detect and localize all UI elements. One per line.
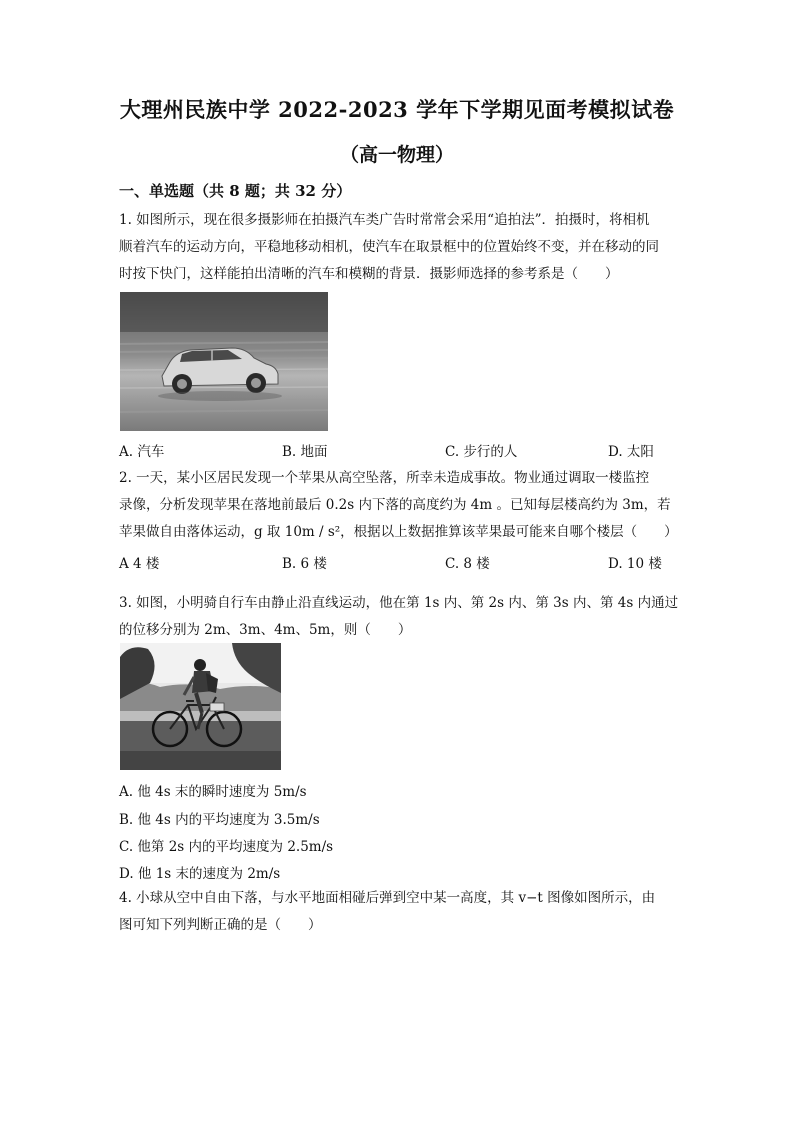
question-1-options [119,440,679,460]
question-4-line-2: 图可知下列判断正确的是（ ） [119,917,322,933]
question-2-line-2: 录像，分析发现苹果在落地前最后 0.2s 内下落的高度约为 4m 。已知每层楼高约为 3m，若 [119,497,671,513]
question-2-line-1: 2. 一天，某小区居民发现一个苹果从高空坠落，所幸未造成事故。物业通过调取一楼监控 [119,470,650,486]
question-3-text [119,590,679,644]
question-1-line-3: 时按下快门，这样能拍出清晰的汽车和模糊的背景．摄影师选择的参考系是（ ） [119,266,619,282]
exam-title: 大理州民族中学 2022-2023 学年下学期见面考模拟试卷 [119,97,675,122]
question-2-text [119,465,679,546]
question-1-line-1: 1. 如图所示，现在很多摄影师在拍摄汽车类广告时常常会采用“追拍法”．拍摄时，将相机 [119,212,650,228]
question-1-line-2: 顺着汽车的运动方向，平稳地移动相机，使汽车在取景框中的位置始终不变，并在移动的同 [119,239,659,255]
question-2-option-b[interactable]: B. 6 楼 [282,556,327,572]
question-2-options [119,552,679,572]
question-2-option-c[interactable]: C. 8 楼 [445,556,490,572]
question-1-option-c[interactable]: C. 步行的人 [445,444,518,460]
car-photo [120,292,328,431]
question-2-line-3: 苹果做自由落体运动，g 取 10m / s²，根据以上数据推算该苹果最可能来自哪个楼层（ ） [119,524,678,540]
question-3-option-c[interactable]: C. 他第 2s 内的平均速度为 2.5m/s [119,839,334,855]
question-2-option-a[interactable]: A 4 楼 [119,556,160,572]
cyclist-photo [120,643,281,770]
question-3-option-b[interactable]: B. 他 4s 内的平均速度为 3.5m/s [119,812,320,828]
question-3-line-1: 3. 如图，小明骑自行车由静止沿直线运动，他在第 1s 内、第 2s 内、第 3s 内、第 4s 内通过 [119,595,679,611]
question-4-line-1: 4. 小球从空中自由下落，与水平地面相碰后弹到空中某一高度，其 v−t 图像如图所示，由 [119,890,656,906]
question-4-text [119,885,679,939]
question-3-option-a[interactable]: A. 他 4s 末的瞬时速度为 5m/s [119,784,307,800]
question-2-option-d[interactable]: D. 10 楼 [608,556,662,572]
question-1-option-b[interactable]: B. 地面 [282,444,328,460]
question-1-option-d[interactable]: D. 太阳 [608,444,654,460]
question-1-text [119,207,679,288]
exam-subtitle: （高一物理） [339,144,454,166]
question-3-option-d[interactable]: D. 他 1s 末的速度为 2m/s [119,866,281,882]
question-3-line-2: 的位移分别为 2m、3m、4m、5m，则（ ） [119,622,412,638]
question-1-option-a[interactable]: A. 汽车 [119,444,165,460]
section-heading: 一、单选题（共 8 题；共 32 分） [119,182,352,200]
